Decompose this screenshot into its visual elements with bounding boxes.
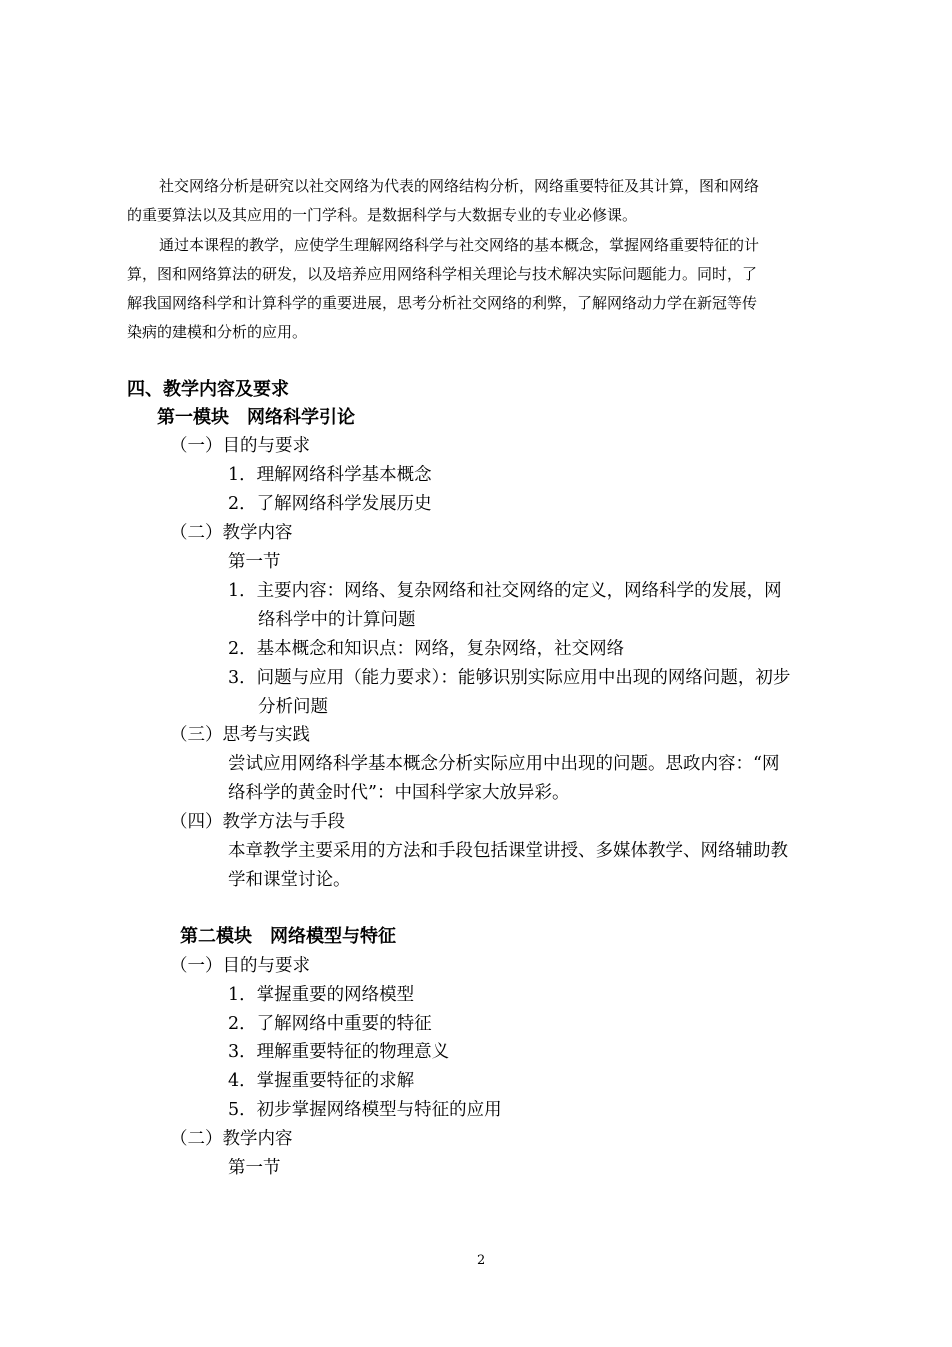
module2-s1-item2: 2．了解网络中重要的特征 [228,1014,432,1034]
module2-s1-item1: 1．掌握重要的网络模型 [228,985,415,1005]
module1-s2-item3-line2: 分析问题 [258,697,328,717]
module1-s4-line1: 本章教学主要采用的方法和手段包括课堂讲授、多媒体教学、网络辅助教 [228,841,788,861]
section-title: 四、教学内容及要求 [127,379,289,400]
page-number: 2 [477,1253,486,1268]
module1-s1-item2: 2．了解网络科学发展历史 [228,494,432,514]
module1-s2-heading: （二）教学内容 [170,523,293,543]
module2-s1-heading: （一）目的与要求 [170,956,310,976]
module1-s2-item3-line1: 3．问题与应用（能力要求）：能够识别实际应用中出现的网络问题，初步 [228,668,791,688]
module2-s2-sub: 第一节 [228,1158,281,1178]
intro-p2-line4: 染病的建模和分析的应用。 [127,323,308,341]
intro-p2-line2: 算，图和网络算法的研发，以及培养应用网络科学相关理论与技术解决实际问题能力。同时，了 [127,265,758,283]
module1-title: 第一模块 网络科学引论 [157,407,355,428]
module1-s3-heading: （三）思考与实践 [170,725,310,745]
intro-p1-line1: 社交网络分析是研究以社交网络为代表的网络结构分析，网络重要特征及其计算，图和网络 [159,177,760,195]
module2-s1-item4: 4．掌握重要特征的求解 [228,1071,415,1091]
module1-s1-item1: 1．理解网络科学基本概念 [228,465,432,485]
module1-s2-sub: 第一节 [228,552,281,572]
module1-s2-item1-line2: 络科学中的计算问题 [258,610,416,630]
module1-s3-line2: 络科学的黄金时代”：中国科学家大放异彩。 [228,783,570,803]
intro-p2-line3: 解我国网络科学和计算科学的重要进展，思考分析社交网络的利弊，了解网络动力学在新冠等传 [127,294,758,312]
module1-s2-item2: 2．基本概念和知识点：网络，复杂网络，社交网络 [228,639,625,659]
module1-s4-heading: （四）教学方法与手段 [170,812,345,832]
module2-s2-heading: （二）教学内容 [170,1129,293,1149]
module1-s1-heading: （一）目的与要求 [170,436,310,456]
intro-p1-line2: 的重要算法以及其应用的一门学科。是数据科学与大数据专业的专业必修课。 [127,206,638,224]
module2-s1-item3: 3．理解重要特征的物理意义 [228,1042,450,1062]
module1-s2-item1-line1: 1．主要内容：网络、复杂网络和社交网络的定义，网络科学的发展，网 [228,581,782,601]
module1-s4-line2: 学和课堂讨论。 [228,870,351,890]
module2-s1-item5: 5．初步掌握网络模型与特征的应用 [228,1100,502,1120]
module1-s3-line1: 尝试应用网络科学基本概念分析实际应用中出现的问题。思政内容：“网 [228,754,780,774]
module2-title: 第二模块 网络模型与特征 [180,926,396,947]
intro-p2-line1: 通过本课程的教学，应使学生理解网络科学与社交网络的基本概念，掌握网络重要特征的计 [159,236,760,254]
